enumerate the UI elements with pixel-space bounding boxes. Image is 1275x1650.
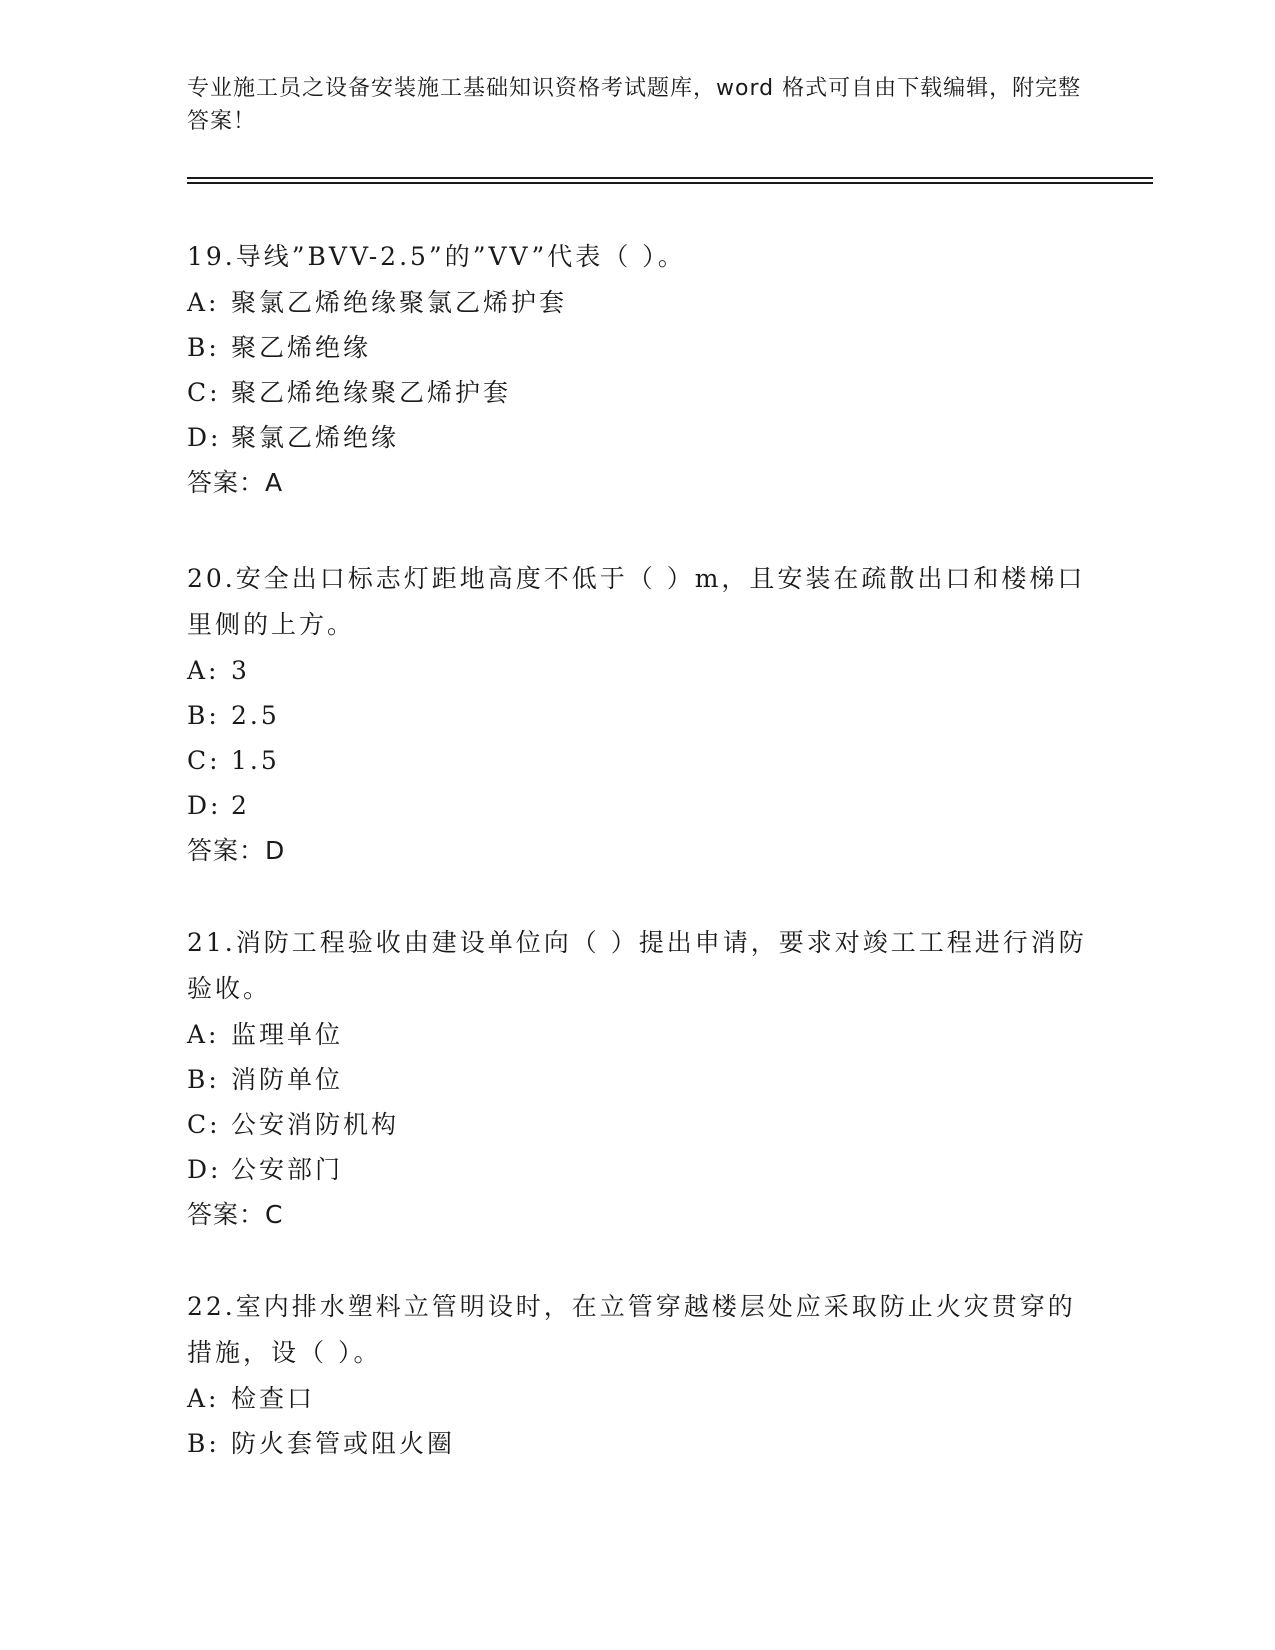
option-d [187, 783, 1087, 828]
option-text: 2.5 [231, 701, 280, 730]
option-d [187, 1147, 1087, 1192]
option-text: 监理单位 [231, 1020, 344, 1049]
question-text: 19.导线”BVV-2.5”的”VV”代表（ ）。 [187, 242, 686, 271]
option-c [187, 370, 1087, 415]
option-text: 聚乙烯绝缘 [231, 333, 372, 362]
option-letter: D: [187, 423, 222, 452]
option-letter: C: [187, 746, 221, 775]
option-c [187, 1102, 1087, 1147]
option-a [187, 1012, 1087, 1057]
option-b [187, 1057, 1087, 1102]
option-letter: A: [187, 288, 220, 317]
document-header: 专业施工员之设备安装施工基础知识资格考试题库，word 格式可自由下载编辑，附完整答案！ [187, 76, 1082, 134]
header-divider-bottom [187, 182, 1153, 184]
option-b [187, 693, 1087, 738]
option-text: 2 [231, 791, 250, 820]
option-text: 防火套管或阻火圈 [231, 1429, 456, 1458]
question-22 [187, 1284, 1087, 1466]
option-letter: B: [187, 701, 220, 730]
option-letter: D: [187, 791, 222, 820]
option-letter: B: [187, 333, 220, 362]
option-letter: A: [187, 1384, 220, 1413]
option-text: 聚氯乙烯绝缘聚氯乙烯护套 [231, 288, 568, 317]
header-divider-top [187, 177, 1153, 179]
option-text: 检查口 [231, 1384, 316, 1413]
option-a [187, 1376, 1087, 1421]
option-letter: C: [187, 1110, 221, 1139]
option-letter: C: [187, 378, 221, 407]
question-text: 22.室内排水塑料立管明设时，在立管穿越楼层处应采取防止火灾贯穿的措施，设（ ）。 [187, 1292, 1076, 1367]
option-text: 公安部门 [231, 1155, 344, 1184]
option-letter: A: [187, 1020, 220, 1049]
option-b [187, 325, 1087, 370]
answer-line: 答案：C [187, 1200, 284, 1229]
option-text: 1.5 [231, 746, 280, 775]
option-letter: D: [187, 1155, 222, 1184]
option-a [187, 280, 1087, 325]
option-text: 聚乙烯绝缘聚乙烯护套 [231, 378, 512, 407]
option-text: 聚氯乙烯绝缘 [231, 423, 400, 452]
answer-line: 答案：A [187, 468, 284, 497]
option-letter: A: [187, 656, 220, 685]
question-19 [187, 234, 1087, 506]
question-21 [187, 920, 1087, 1238]
option-text: 3 [231, 656, 250, 685]
option-text: 公安消防机构 [231, 1110, 400, 1139]
answer-line: 答案：D [187, 836, 286, 865]
option-d [187, 415, 1087, 460]
question-text: 21.消防工程验收由建设单位向（ ）提出申请，要求对竣工工程进行消防验收。 [187, 928, 1087, 1003]
option-a [187, 648, 1087, 693]
option-letter: B: [187, 1429, 220, 1458]
option-b [187, 1421, 1087, 1466]
question-20 [187, 556, 1087, 874]
option-text: 消防单位 [231, 1065, 344, 1094]
option-letter: B: [187, 1065, 220, 1094]
question-text: 20.安全出口标志灯距地高度不低于（ ）m，且安装在疏散出口和楼梯口里侧的上方。 [187, 564, 1086, 639]
option-c [187, 738, 1087, 783]
